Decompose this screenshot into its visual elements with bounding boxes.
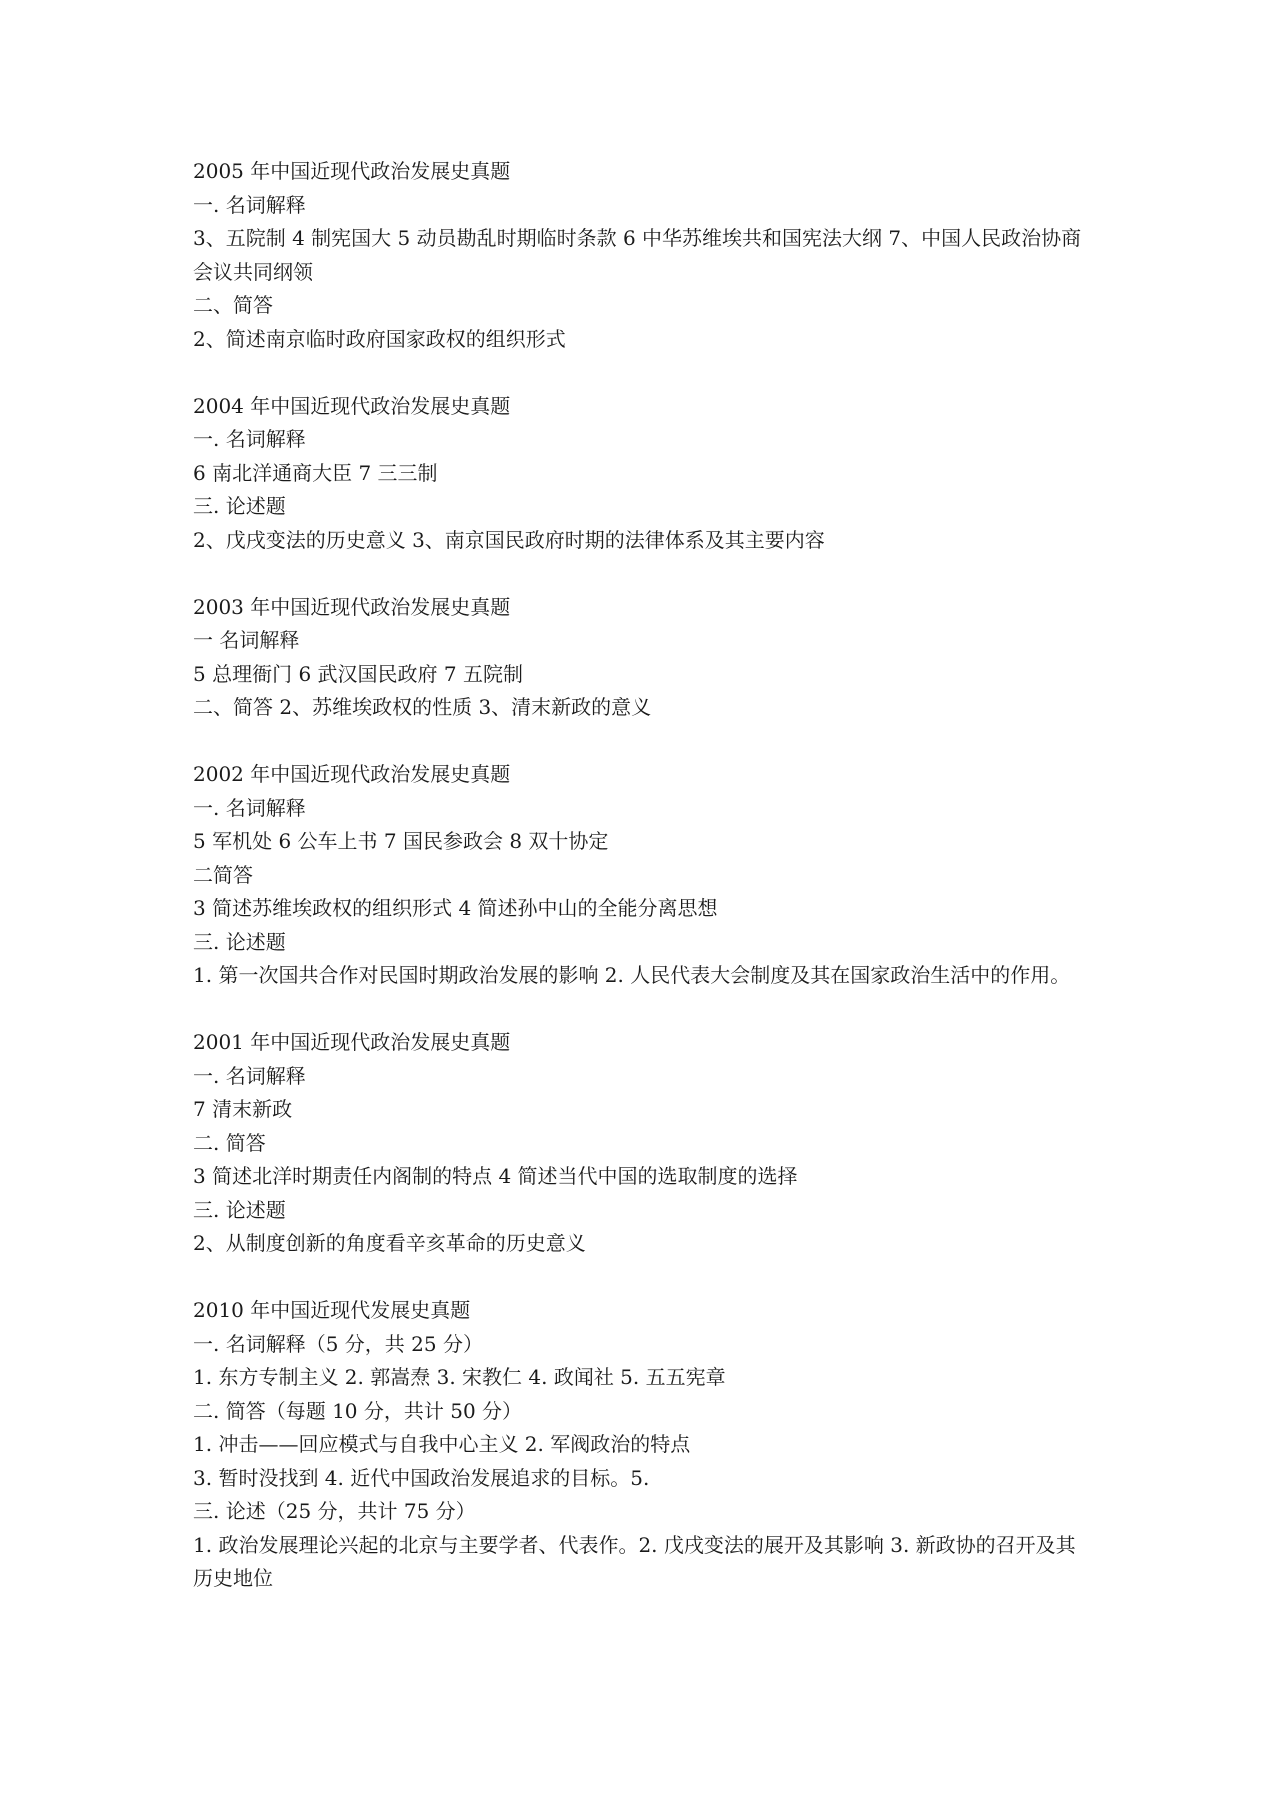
question-heading: 二. 简答 bbox=[193, 1130, 266, 1155]
question-text: 5 总理衙门 6 武汉国民政府 7 五院制 bbox=[193, 661, 523, 686]
question-heading: 三. 论述（25 分，共计 75 分） bbox=[193, 1499, 476, 1523]
section-title: 2004 年中国近现代政治发展史真题 bbox=[193, 393, 511, 418]
question-text: 1. 政治发展理论兴起的北京与主要学者、代表作。2. 戊戌变法的展开及其影响 3. 新政协的召开及其历史地位 bbox=[193, 1532, 1076, 1590]
question-text: 2、戊戌变法的历史意义 3、南京国民政府时期的法律体系及其主要内容 bbox=[193, 527, 825, 552]
question-heading: 三. 论述题 bbox=[193, 929, 286, 954]
question-heading: 三. 论述题 bbox=[193, 494, 286, 518]
question-heading: 二. 简答（每题 10 分，共计 50 分） bbox=[193, 1398, 523, 1423]
question-text: 3、五院制 4 制宪国大 5 动员勘乱时期临时条款 6 中华苏维埃共和国宪法大纲 7、中国人民政治协商会议共同纲领 bbox=[193, 226, 1082, 284]
exam-section-2001 bbox=[193, 1026, 1093, 1261]
question-text: 2、从制度创新的角度看辛亥革命的历史意义 bbox=[193, 1231, 586, 1255]
section-title: 2001 年中国近现代政治发展史真题 bbox=[193, 1030, 511, 1054]
question-heading: 二、简答 bbox=[193, 293, 273, 317]
question-text: 1. 第一次国共合作对民国时期政治发展的影响 2. 人民代表大会制度及其在国家政治生活中的作用。 bbox=[193, 963, 1071, 987]
exam-section-2002 bbox=[193, 758, 1093, 993]
question-heading: 二简答 bbox=[193, 862, 253, 887]
question-heading: 一. 名词解释（5 分，共 25 分） bbox=[193, 1331, 483, 1356]
question-text: 1. 冲击——回应模式与自我中心主义 2. 军阀政治的特点 bbox=[193, 1432, 691, 1456]
question-heading: 三. 论述题 bbox=[193, 1197, 286, 1222]
question-text: 3 简述北洋时期责任内阁制的特点 4 简述当代中国的选取制度的选择 bbox=[193, 1164, 798, 1188]
section-title: 2002 年中国近现代政治发展史真题 bbox=[193, 762, 511, 786]
exam-section-2010 bbox=[193, 1294, 1093, 1596]
exam-section-2005 bbox=[193, 155, 1093, 356]
question-text: 2、简述南京临时政府国家政权的组织形式 bbox=[193, 326, 566, 351]
question-text: 1. 东方专制主义 2. 郭嵩焘 3. 宋教仁 4. 政闻社 5. 五五宪章 bbox=[193, 1365, 726, 1389]
question-heading: 一. 名词解释 bbox=[193, 427, 306, 451]
exam-section-2003 bbox=[193, 591, 1093, 725]
section-title: 2005 年中国近现代政治发展史真题 bbox=[193, 159, 511, 183]
exam-section-2004 bbox=[193, 390, 1093, 558]
question-text: 二、简答 2、苏维埃政权的性质 3、清末新政的意义 bbox=[193, 695, 652, 719]
question-heading: 一. 名词解释 bbox=[193, 1063, 306, 1088]
question-heading: 一. 名词解释 bbox=[193, 192, 306, 217]
section-title: 2003 年中国近现代政治发展史真题 bbox=[193, 594, 511, 619]
question-text: 3 简述苏维埃政权的组织形式 4 简述孙中山的全能分离思想 bbox=[193, 896, 718, 920]
section-title: 2010 年中国近现代发展史真题 bbox=[193, 1298, 471, 1322]
question-heading: 一. 名词解释 bbox=[193, 795, 306, 820]
question-heading: 一 名词解释 bbox=[193, 628, 300, 652]
question-text: 7 清末新政 bbox=[193, 1097, 293, 1121]
question-text: 6 南北洋通商大臣 7 三三制 bbox=[193, 460, 438, 485]
question-text: 5 军机处 6 公车上书 7 国民参政会 8 双十协定 bbox=[193, 829, 609, 853]
question-text: 3. 暂时没找到 4. 近代中国政治发展追求的目标。5. bbox=[193, 1465, 650, 1490]
document-body bbox=[193, 155, 1093, 1629]
